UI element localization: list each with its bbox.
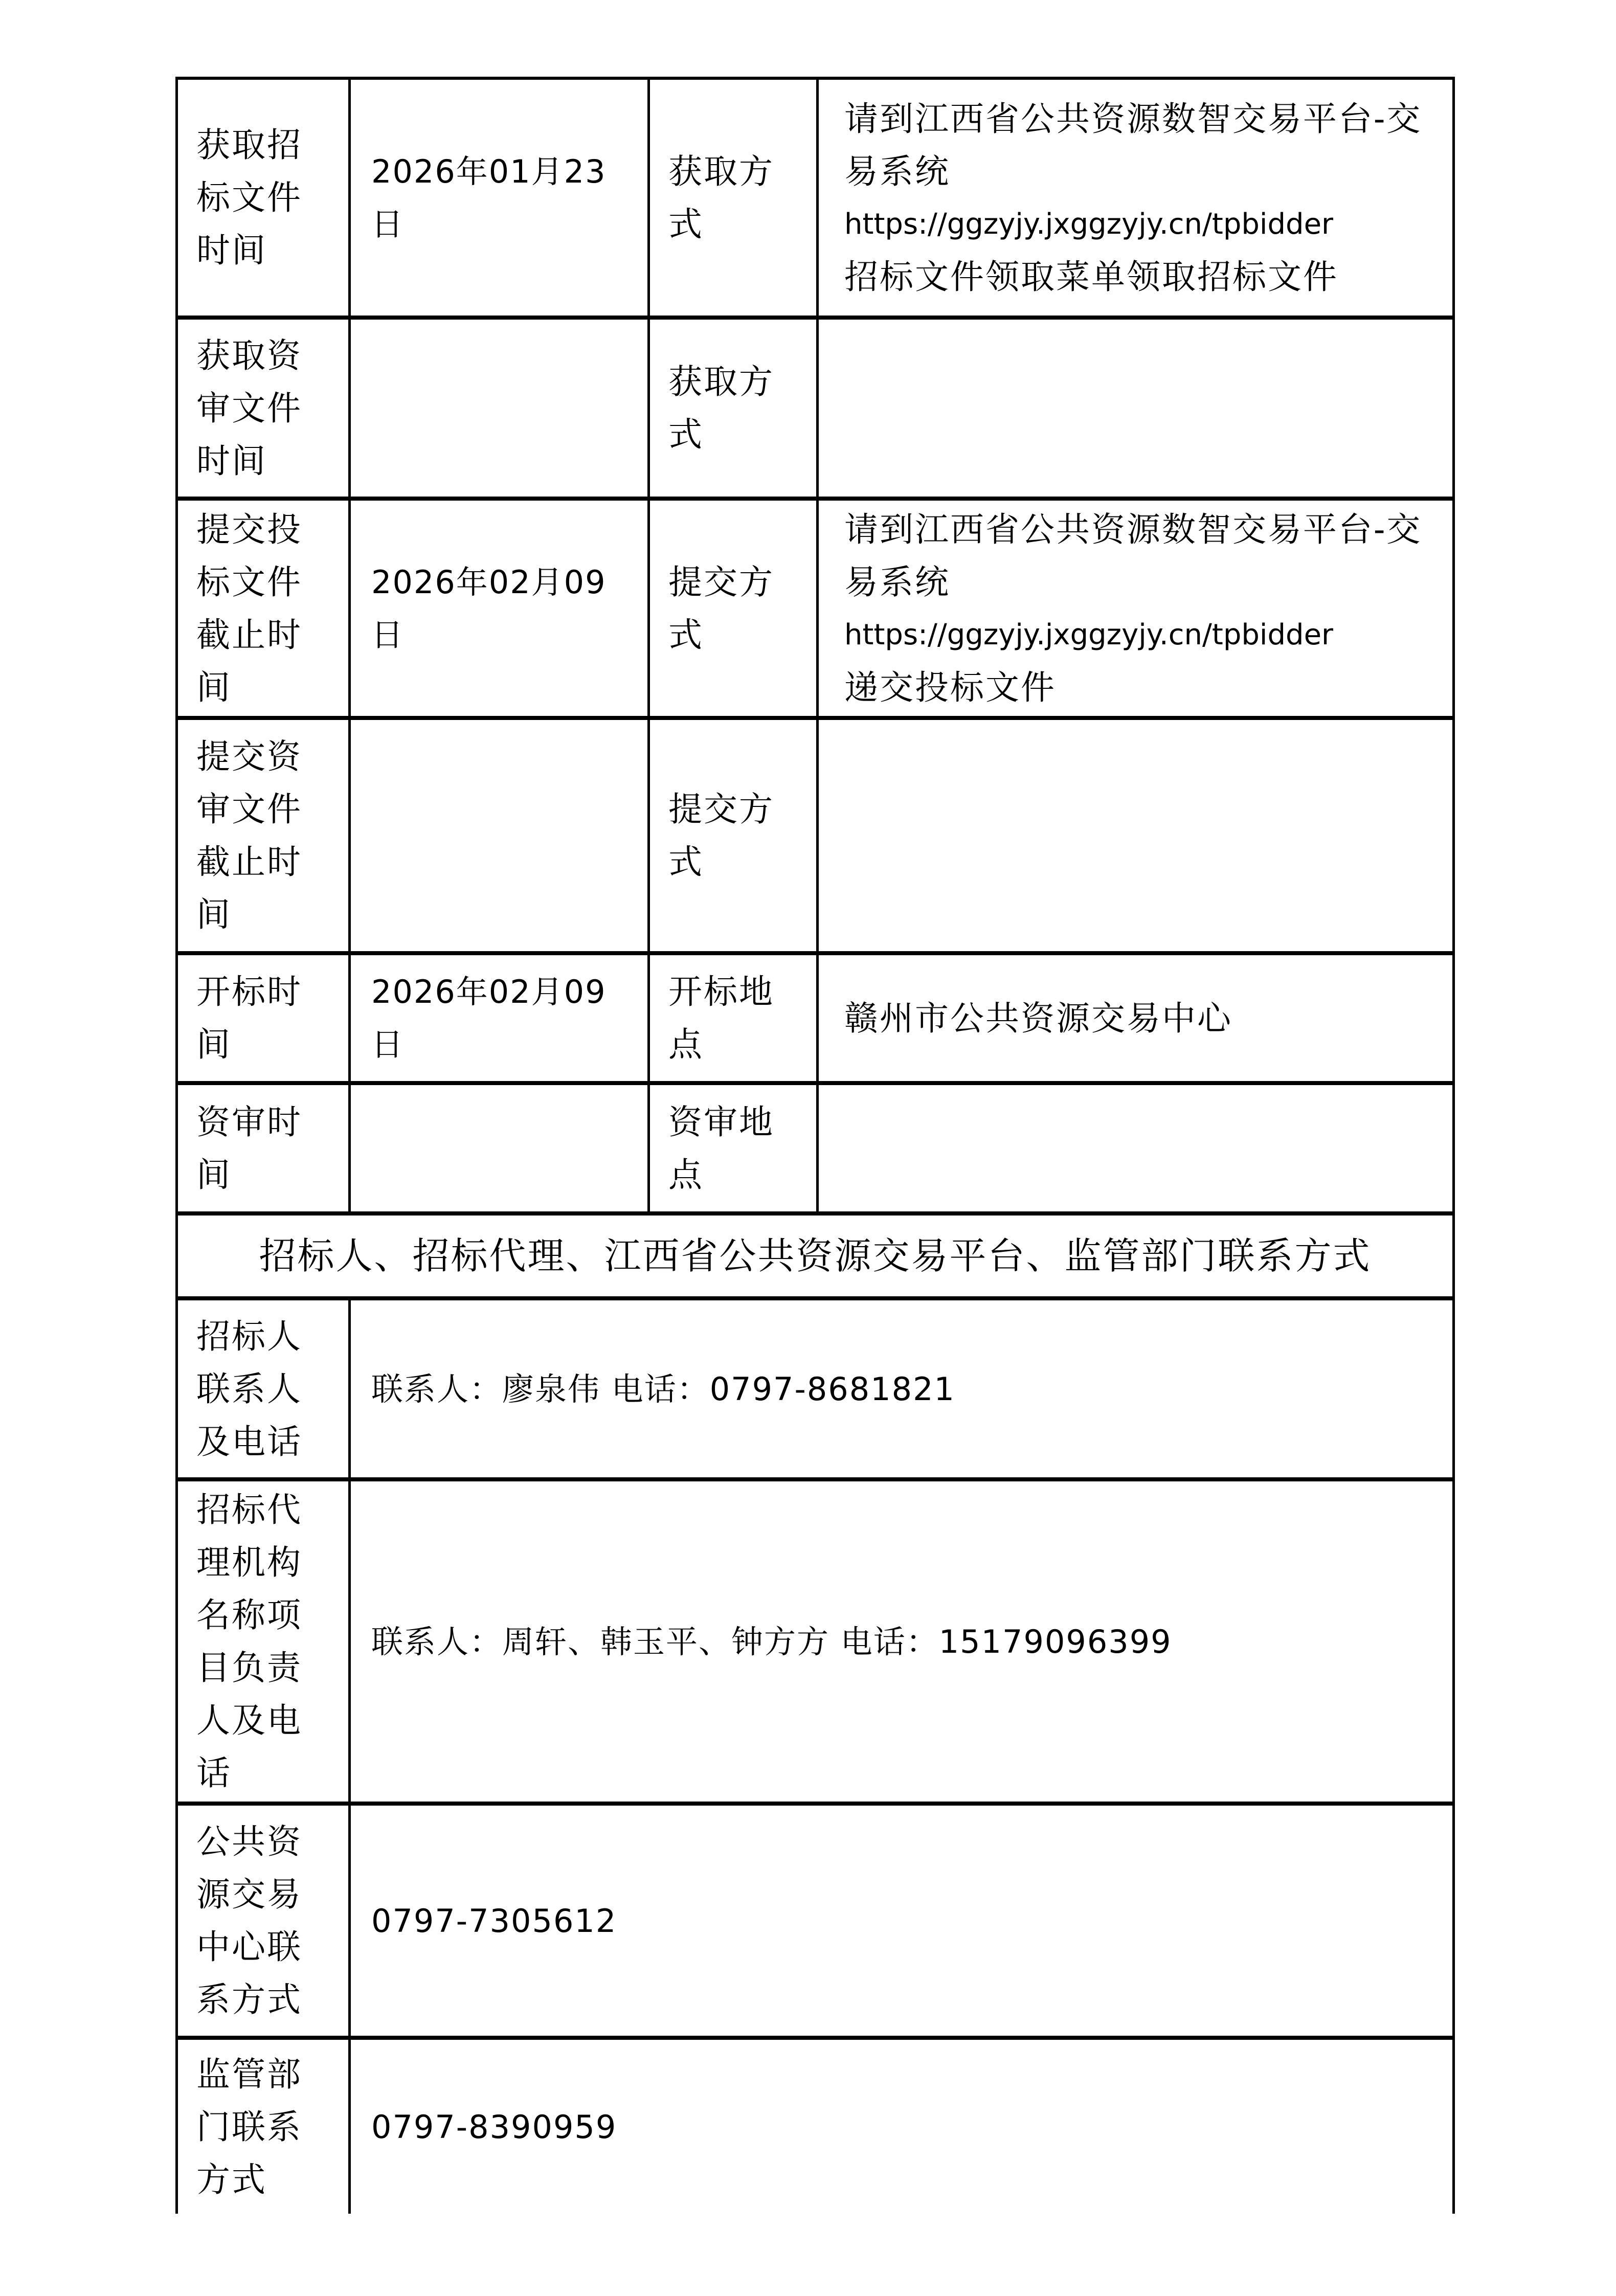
trade-center-contact-label-cell bbox=[177, 1804, 350, 2038]
trade-center-contact-value-cell: 0797-7305612 bbox=[350, 1804, 1454, 2038]
row-label: 获取方式 bbox=[668, 362, 774, 454]
submission-method-label-cell bbox=[649, 718, 818, 953]
tenderer-contact-label-cell bbox=[177, 1298, 350, 1479]
pickup-method-value-cell bbox=[818, 318, 1454, 499]
contacts-section-header: 招标人、招标代理、江西省公共资源交易平台、监管部门联系方式 bbox=[177, 1213, 1454, 1298]
row-label: 资审地点 bbox=[668, 1102, 774, 1195]
prequal-review-place-label-cell bbox=[649, 1083, 818, 1213]
method-text-line: 招标文件领取菜单领取招标文件 bbox=[844, 257, 1338, 297]
row-label: 提交资审文件截止时间 bbox=[196, 737, 302, 934]
row-label: 资审时间 bbox=[196, 1102, 302, 1195]
row-label: 开标地点 bbox=[668, 972, 774, 1064]
table-row bbox=[177, 1804, 1454, 2038]
pickup-method-value-cell bbox=[818, 78, 1454, 318]
method-text-line: 赣州市公共资源交易中心 bbox=[844, 998, 1232, 1038]
row-label: 获取资审文件时间 bbox=[196, 335, 302, 481]
date-value: 2026年01月23日 bbox=[371, 152, 607, 243]
table-row bbox=[177, 499, 1454, 718]
bid-opening-place-value-cell bbox=[818, 953, 1454, 1083]
tenderer-contact-value-cell: 联系人：廖泉伟 电话：0797-8681821 bbox=[350, 1298, 1454, 1479]
agency-contact-value-cell: 联系人：周轩、韩玉平、钟方方 电话：15179096399 bbox=[350, 1479, 1454, 1804]
prequal-submission-deadline-value-cell bbox=[350, 718, 649, 953]
submission-method-value-cell bbox=[818, 499, 1454, 718]
row-label: 监管部门联系方式 bbox=[196, 2054, 302, 2199]
table-row bbox=[177, 318, 1454, 499]
row-label: 获取招标文件时间 bbox=[196, 125, 302, 270]
tender-schedule-table bbox=[175, 77, 1455, 2214]
bid-doc-pickup-time-label-cell bbox=[177, 78, 350, 318]
table-row bbox=[177, 1083, 1454, 1213]
table-row bbox=[177, 1479, 1454, 1804]
row-label: 提交方式 bbox=[668, 790, 774, 882]
table-row bbox=[177, 953, 1454, 1083]
regulator-contact-label-cell bbox=[177, 2038, 350, 2214]
pickup-method-label-cell bbox=[649, 78, 818, 318]
regulator-contact-value-cell: 0797-8390959 bbox=[350, 2038, 1454, 2214]
row-label: 提交投标文件截止时间 bbox=[196, 509, 302, 707]
method-text-line: 请到江西省公共资源数智交易平台-交易系统 bbox=[844, 99, 1422, 191]
pickup-method-label-cell bbox=[649, 318, 818, 499]
submission-method-value-cell bbox=[818, 718, 1454, 953]
bid-doc-pickup-time-value-cell bbox=[350, 78, 649, 318]
date-value: 2026年02月09日 bbox=[371, 973, 607, 1063]
bid-opening-time-value-cell bbox=[350, 953, 649, 1083]
row-label: 招标人联系人及电话 bbox=[196, 1316, 302, 1461]
bid-submission-deadline-value-cell bbox=[350, 499, 649, 718]
section-header-row bbox=[177, 1213, 1454, 1298]
row-label: 获取方式 bbox=[668, 151, 774, 244]
submission-method-label-cell bbox=[649, 499, 818, 718]
table-row bbox=[177, 78, 1454, 318]
prequal-submission-deadline-label-cell bbox=[177, 718, 350, 953]
prequal-review-time-label-cell bbox=[177, 1083, 350, 1213]
prequal-doc-pickup-time-value-cell bbox=[350, 318, 649, 499]
prequal-doc-pickup-time-label-cell bbox=[177, 318, 350, 499]
table-row bbox=[177, 1298, 1454, 1479]
prequal-review-time-value-cell bbox=[350, 1083, 649, 1213]
row-label: 公共资源交易中心联系方式 bbox=[196, 1822, 302, 2019]
bid-submission-deadline-label-cell bbox=[177, 499, 350, 718]
method-text-line: 请到江西省公共资源数智交易平台-交易系统 bbox=[844, 509, 1422, 602]
method-text-line: 递交投标文件 bbox=[844, 667, 1056, 707]
platform-url-text: https://ggzyjy.jxggzyjy.cn/tpbidder bbox=[844, 207, 1334, 241]
row-label: 招标代理机构名称项目负责人及电话 bbox=[196, 1490, 302, 1793]
table-row bbox=[177, 2038, 1454, 2214]
date-value: 2026年02月09日 bbox=[371, 563, 607, 654]
platform-url-text: https://ggzyjy.jxggzyjy.cn/tpbidder bbox=[844, 618, 1334, 651]
bid-opening-time-label-cell bbox=[177, 953, 350, 1083]
row-label: 提交方式 bbox=[668, 562, 774, 655]
table-row bbox=[177, 718, 1454, 953]
agency-contact-label-cell bbox=[177, 1479, 350, 1804]
prequal-review-place-value-cell bbox=[818, 1083, 1454, 1213]
bid-opening-place-label-cell bbox=[649, 953, 818, 1083]
row-label: 开标时间 bbox=[196, 972, 302, 1064]
